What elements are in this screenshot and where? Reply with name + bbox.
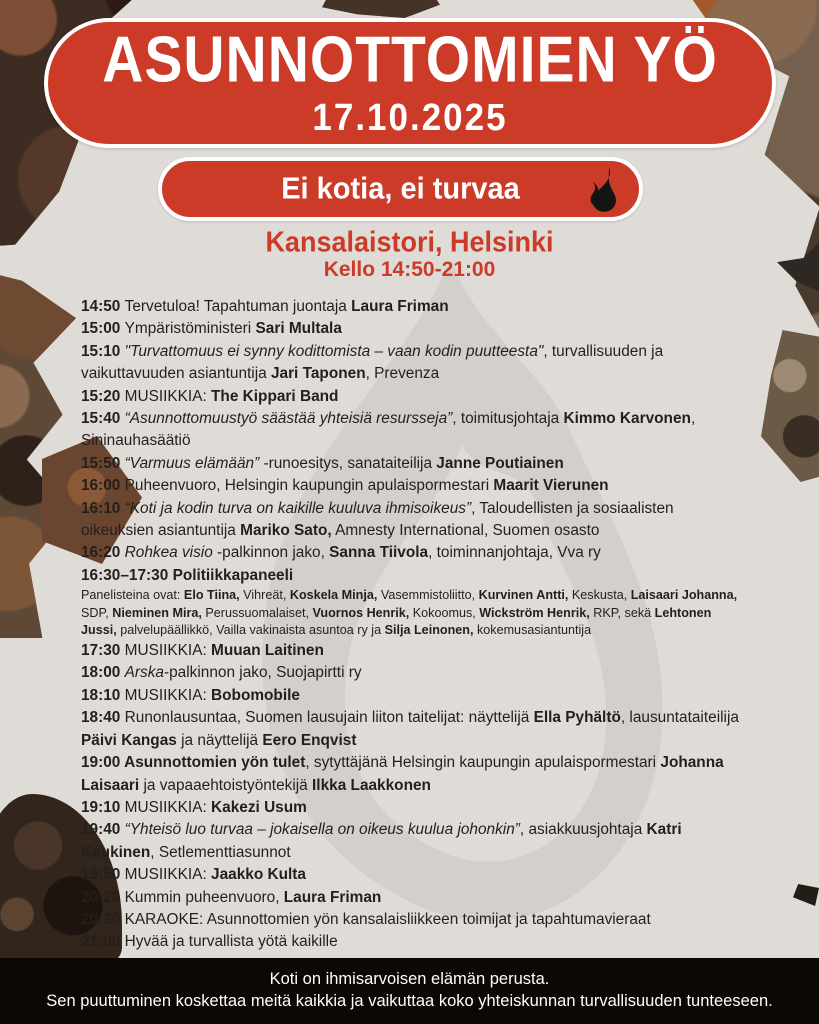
- schedule-text: Sari Multala: [255, 320, 342, 338]
- schedule-text: “Varmuus elämään”: [124, 454, 260, 472]
- tagline-banner: [158, 157, 643, 221]
- schedule-text: Jaakko Kulta: [211, 866, 306, 884]
- schedule-text: MUSIIKKIA:: [124, 866, 212, 884]
- schedule-text: , toiminnanjohtaja, Vva ry: [428, 544, 601, 562]
- footer-bar: [0, 958, 819, 1024]
- schedule-text: Mariko Sato,: [240, 522, 332, 540]
- schedule-text: Kimmo Karvonen: [563, 410, 691, 428]
- schedule-text: Katri Kaukinen: [81, 821, 682, 861]
- schedule-text: -palkinnon jako,: [212, 544, 330, 562]
- schedule-text: Hyvää ja turvallista yötä kaikille: [124, 933, 338, 951]
- schedule-item: [81, 685, 746, 707]
- schedule-text: Laisaari Johanna,: [630, 588, 738, 603]
- flame-icon: [582, 167, 624, 213]
- schedule-time: 20:30: [81, 910, 125, 928]
- schedule-text: , turvallisuuden ja vaikuttavuuden asiantuntija: [81, 342, 664, 383]
- schedule-time: 15:50: [81, 454, 125, 472]
- schedule-time: 18:00: [81, 664, 125, 682]
- schedule-text: Panelisteina ovat:: [81, 588, 184, 603]
- schedule-text: Janne Poutiainen: [436, 454, 564, 472]
- schedule-text: Politiikkapaneeli: [172, 566, 294, 584]
- schedule-item: [81, 662, 746, 684]
- schedule-item: [81, 819, 746, 864]
- schedule-time: 16:10: [81, 499, 125, 517]
- schedule-text: ja näyttelijä: [176, 731, 263, 749]
- schedule-text: Laura Friman: [351, 298, 449, 315]
- schedule-item: [81, 498, 746, 543]
- schedule-item: [81, 386, 746, 408]
- schedule-time: 19:50: [81, 866, 125, 884]
- schedule-text: , Prevenza: [365, 365, 440, 383]
- tagline-text: Ei kotia, ei turvaa: [281, 171, 520, 206]
- schedule-text: Runonlausuntaa, Suomen lausujain liiton taitelijat: näyttelijä: [124, 709, 534, 727]
- schedule-item: [81, 797, 746, 819]
- schedule-text: The Kippari Band: [211, 387, 339, 405]
- schedule-text: kokemusasiantuntija: [473, 623, 592, 638]
- schedule-text: Arska: [124, 664, 164, 682]
- schedule-text: “Yhteisö luo turvaa – jokaisella on oikeus kuulua johonkin”: [124, 821, 520, 839]
- schedule-text: KARAOKE: Asunnottomien yön kansalaisliikkeen toimijat ja tapahtumavieraat: [124, 910, 651, 928]
- schedule-text: Maarit Vierunen: [493, 477, 609, 495]
- schedule-time: 15:00: [81, 320, 125, 338]
- schedule-item: [81, 931, 746, 953]
- schedule-item: [81, 453, 746, 475]
- schedule-text: Lehtonen Jussi,: [81, 605, 712, 638]
- schedule-item: [81, 475, 746, 497]
- schedule-text: Jari Taponen: [270, 365, 366, 383]
- schedule-text: , asiakkuusjohtaja: [519, 821, 647, 839]
- schedule-text: Päivi Kangas: [81, 731, 177, 749]
- rock-texture-top-middle: [322, 0, 440, 18]
- schedule-time: 15:10: [81, 342, 125, 360]
- schedule-item: [81, 542, 746, 564]
- schedule-text: Vihreät,: [239, 588, 290, 603]
- schedule-text: , toimitusjohtaja: [452, 410, 564, 428]
- schedule-text: , sytyttäjänä Helsingin kaupungin apulaispormestari: [305, 754, 661, 772]
- schedule-text: Bobomobile: [211, 686, 300, 704]
- schedule-text: -runoesitys, sanataiteilija: [259, 454, 437, 472]
- schedule-text: “Koti ja kodin turva on kaikille kuuluva ihmisoikeus”: [124, 499, 472, 517]
- schedule-text: "Turvattomuus ei synny kodittomista – vaan kodin puutteesta": [124, 342, 544, 360]
- schedule-text: Ella Pyhältö: [533, 709, 621, 727]
- schedule-text: Koskela Minja,: [289, 588, 378, 603]
- schedule-text: Kummin puheenvuoro,: [124, 888, 284, 906]
- schedule-text: Vuornos Henrik,: [312, 605, 410, 620]
- schedule-item: [81, 296, 746, 318]
- schedule-time: 16:30–17:30: [81, 566, 173, 584]
- schedule-text: MUSIIKKIA:: [124, 686, 212, 704]
- schedule-text: Kurvinen Antti,: [478, 588, 569, 603]
- schedule-time: 17:30: [81, 642, 125, 660]
- schedule-text: -palkinnon jako, Suojapirtti ry: [163, 664, 362, 682]
- schedule-text: MUSIIKKIA:: [124, 798, 212, 816]
- schedule-item: [81, 887, 746, 909]
- schedule-time: 19:00: [81, 754, 125, 772]
- schedule-text: “Asunnottomuustyö säästää yhteisiä resursseja”: [124, 410, 453, 428]
- schedule-item: [81, 408, 746, 453]
- schedule-time: 18:40: [81, 709, 125, 727]
- schedule-text: Wickström Henrik,: [479, 605, 590, 620]
- time-heading: Kello 14:50-21:00: [323, 258, 496, 281]
- schedule-text: Ympäristöministeri: [124, 320, 256, 338]
- schedule-text: Nieminen Mira,: [112, 605, 202, 620]
- schedule-text: Puheenvuoro, Helsingin kaupungin apulaispormestari: [124, 477, 494, 495]
- schedule-item: [81, 752, 746, 797]
- schedule-text: Keskusta,: [568, 588, 631, 603]
- schedule-time: 15:20: [81, 387, 125, 405]
- schedule-time: 21:00: [81, 933, 125, 951]
- schedule-text: Laura Friman: [283, 888, 382, 906]
- schedule-text: Kakezi Usum: [211, 798, 307, 816]
- schedule-text: palvelupäällikkö, Vailla vakinaista asuntoa ry ja: [116, 623, 385, 638]
- footer-line-2: Sen puuttuminen koskettaa meitä kaikkia ja vaikuttaa koko yhteiskunnan turvallisuuden tunteeseen.: [46, 992, 773, 1010]
- schedule-text: , Taloudellisten ja sosiaalisten oikeuksien asiantuntija: [81, 499, 674, 540]
- schedule-text: Elo Tiina,: [183, 588, 240, 603]
- schedule-time: 19:10: [81, 798, 125, 816]
- schedule-text: Johanna Laisaari: [81, 754, 724, 794]
- schedule-item: [81, 909, 746, 931]
- schedule-list: [81, 296, 746, 954]
- brick-fragment-right: [761, 330, 819, 482]
- schedule-item: [81, 707, 746, 752]
- schedule-time: 16:00: [81, 477, 125, 495]
- schedule-item: [81, 640, 746, 662]
- schedule-time: 14:50: [81, 298, 125, 315]
- schedule-time: 20:20: [81, 888, 125, 906]
- schedule-text: Kokoomus,: [409, 605, 480, 620]
- schedule-text: , Sininauhasäätiö: [81, 410, 696, 450]
- schedule-text: Perussuomalaiset,: [201, 605, 313, 620]
- schedule-item: [81, 587, 746, 640]
- schedule-text: ja vapaaehtoistyöntekijä: [139, 776, 313, 794]
- schedule-text: RKP, sekä: [589, 605, 655, 620]
- header-banner: [44, 18, 776, 148]
- schedule-time: 16:20: [81, 544, 125, 562]
- schedule-time: 18:10: [81, 686, 125, 704]
- schedule-text: Sanna Tiivola: [329, 544, 429, 562]
- schedule-text: Eero Enqvist: [262, 731, 357, 749]
- schedule-text: Ilkka Laakkonen: [312, 776, 431, 794]
- event-title: ASUNNOTTOMIEN YÖ: [102, 22, 718, 96]
- event-date: 17.10.2025: [312, 95, 508, 139]
- schedule-text: , Setlementtiasunnot: [150, 843, 291, 861]
- schedule-time: 15:40: [81, 410, 125, 428]
- schedule-text: Silja Leinonen,: [384, 623, 474, 638]
- schedule-text: , lausuntataiteilija: [620, 709, 739, 727]
- schedule-text: Tervetuloa! Tapahtuman juontaja: [124, 298, 352, 315]
- rock-fragment-bottom-right: [793, 884, 819, 906]
- schedule-item: [81, 864, 746, 886]
- schedule-text: Muuan Laitinen: [211, 642, 324, 660]
- schedule-item: [81, 318, 746, 340]
- schedule-text: Asunnottomien yön tulet: [124, 754, 306, 772]
- schedule-text: Vasemmistoliitto,: [377, 588, 479, 603]
- schedule-text: Rohkea visio: [124, 544, 213, 562]
- footer-line-1: Koti on ihmisarvoisen elämän perusta.: [269, 970, 550, 988]
- schedule-time: 19:40: [81, 821, 125, 839]
- schedule-item: [81, 341, 746, 386]
- schedule-text: MUSIIKKIA:: [124, 387, 212, 405]
- schedule-text: Amnesty International, Suomen osasto: [331, 522, 600, 540]
- schedule-text: MUSIIKKIA:: [124, 642, 212, 660]
- schedule-item: [81, 565, 746, 587]
- venue-heading: Kansalaistori, Helsinki: [265, 226, 554, 258]
- schedule-text: SDP,: [81, 605, 113, 620]
